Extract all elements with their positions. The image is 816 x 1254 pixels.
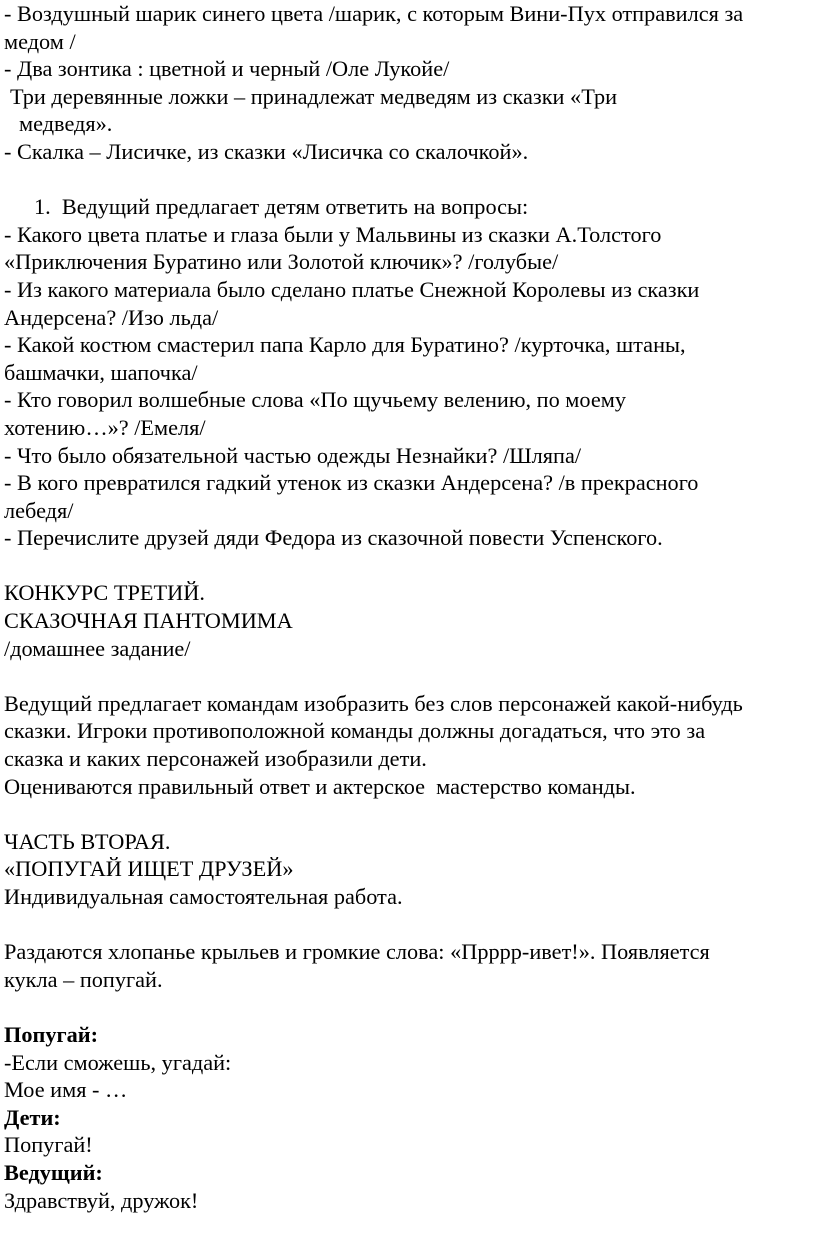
- spacer: [4, 662, 812, 690]
- host-line: Здравствуй, дружок!: [4, 1187, 199, 1213]
- question-1b: «Приключения Буратино или Золотой ключик»? /голубые/: [4, 249, 559, 275]
- question-4a: - Кто говорил волшебные слова «По щучьему велению, по моему: [4, 387, 626, 413]
- part2-description: Индивидуальная самостоятельная работа.: [4, 884, 403, 909]
- contest3-paragraph-1: Ведущий предлагает командам изобразить без слов персонажей какой-нибудь: [4, 690, 743, 716]
- intro-line-1: - Воздушный шарик синего цвета /шарик, с которым Вини-Пух отправился за: [4, 1, 744, 26]
- spacer: [4, 552, 812, 580]
- question-3a: - Какой костюм смастерил папа Карло для Буратино? /курточка, штаны,: [4, 332, 686, 358]
- parrot-line-2: Мое имя - …: [4, 1077, 128, 1103]
- contest3-paragraph-3: сказка и каких персонажей изобразили дети.: [4, 746, 427, 772]
- question-6b: лебедя/: [4, 497, 74, 523]
- part2-paragraph-1: Раздаются хлопанье крыльев и громкие слова: «Прррр-ивет!». Появляется: [4, 939, 710, 965]
- question-4b: хотению…»? /Емеля/: [4, 414, 206, 440]
- speaker-host: Ведущий:: [4, 1159, 103, 1185]
- contest3-note: /домашнее задание/: [4, 635, 191, 661]
- intro-line-6: - Скалка – Лисичке, из сказки «Лисичка со скалочкой».: [4, 138, 529, 164]
- contest3-title: КОНКУРС ТРЕТИЙ.: [4, 580, 205, 606]
- part2-subtitle: «ПОПУГАЙ ИЩЕТ ДРУЗЕЙ»: [4, 856, 294, 882]
- spacer: [4, 911, 812, 939]
- contest3-paragraph-2: сказки. Игроки противоположной команды должны догадаться, что это за: [4, 718, 706, 744]
- speaker-parrot: Попугай:: [4, 1021, 99, 1047]
- intro-line-3: - Два зонтика : цветной и черный /Оле Лукойе/: [4, 56, 450, 82]
- spacer: [4, 800, 812, 828]
- intro-line-5: медведя».: [19, 111, 113, 137]
- contest3-subtitle: СКАЗОЧНАЯ ПАНТОМИМА: [4, 608, 293, 634]
- question-6a: - В кого превратился гадкий утенок из сказки Андерсена? /в прекрасного: [4, 470, 699, 496]
- question-2a: - Из какого материала было сделано платье Снежной Королевы из сказки: [4, 276, 700, 302]
- question-2b: Андерсена? /Изо льда/: [4, 304, 219, 330]
- question-3b: башмачки, шапочка/: [4, 359, 198, 385]
- spacer: [4, 993, 812, 1021]
- question-7: - Перечислите друзей дяди Федора из сказочной повести Успенского.: [4, 525, 663, 551]
- parrot-line-1: -Если сможешь, угадай:: [4, 1049, 232, 1075]
- children-line: Попугай!: [4, 1132, 93, 1158]
- spacer: [4, 166, 812, 194]
- document-page: [4, 0, 812, 1214]
- part2-paragraph-2: кукла – попугай.: [4, 966, 163, 992]
- question-5: - Что было обязательной частью одежды Незнайки? /Шляпа/: [4, 442, 582, 468]
- speaker-children: Дети:: [4, 1104, 61, 1130]
- intro-line-2: медом /: [4, 28, 76, 54]
- contest3-paragraph-4: Оцениваются правильный ответ и актерское мастерство команды.: [4, 773, 636, 799]
- part2-title: ЧАСТЬ ВТОРАЯ.: [4, 828, 171, 854]
- intro-line-4: Три деревянные ложки – принадлежат медведям из сказки «Три: [10, 83, 618, 109]
- questions-header: 1. Ведущий предлагает детям ответить на вопросы:: [34, 194, 529, 220]
- question-1a: - Какого цвета платье и глаза были у Мальвины из сказки А.Толстого: [4, 221, 662, 247]
